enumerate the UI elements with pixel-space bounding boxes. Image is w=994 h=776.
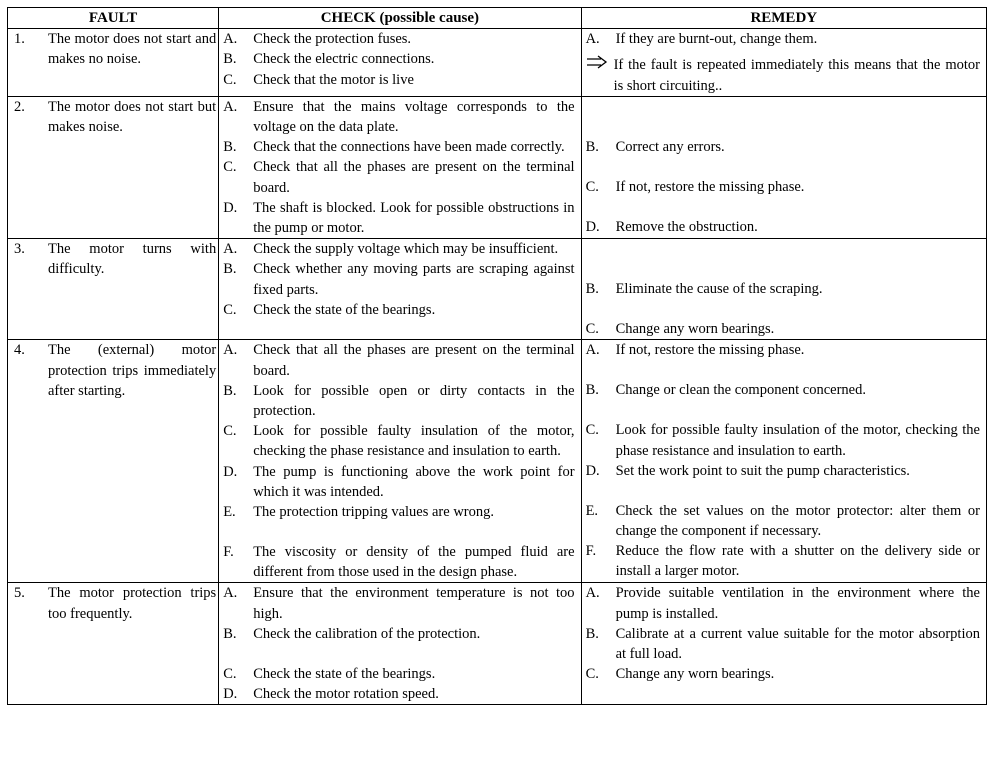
- check-item: [219, 300, 580, 320]
- remedy-item: [582, 29, 986, 49]
- item-text: Ensure that the environment temperature is not too high.: [253, 585, 575, 622]
- item-letter: D.: [223, 199, 238, 216]
- item-text: Check the electric connections.: [253, 51, 435, 68]
- check-item: [219, 137, 580, 157]
- item-letter: B.: [585, 281, 599, 298]
- remedy-item: [582, 279, 986, 319]
- remedy-note: [582, 55, 986, 95]
- remedy-cell: [581, 340, 986, 583]
- item-letter: A.: [585, 31, 600, 48]
- remedy-cell: [581, 96, 986, 238]
- item-letter: E.: [223, 504, 236, 521]
- check-item: [219, 664, 580, 684]
- header-row: [8, 8, 987, 29]
- item-text: Check whether any moving parts are scraping against fixed parts.: [253, 261, 575, 298]
- check-item: [219, 684, 580, 704]
- fault-number: 3.: [14, 241, 25, 258]
- remedy-item: [582, 319, 986, 339]
- spacer: [582, 97, 986, 117]
- item-text: Check that the connections have been made correctly.: [253, 139, 565, 156]
- fault-cell: [8, 239, 218, 279]
- remedy-header: REMEDY: [581, 8, 986, 29]
- fault-number: 2.: [14, 98, 25, 115]
- item-text: Check that all the phases are present on the terminal board.: [253, 159, 575, 196]
- item-letter: C.: [223, 301, 237, 318]
- item-text: Remove the obstruction.: [615, 218, 758, 235]
- fault-number: 1.: [14, 31, 25, 48]
- item-text: The viscosity or density of the pumped fluid are different from those used in the design phase.: [253, 544, 575, 581]
- fault-number: 5.: [14, 585, 25, 602]
- item-letter: B.: [223, 51, 237, 68]
- check-item: [219, 259, 580, 299]
- item-letter: C.: [223, 71, 237, 88]
- item-text: Calibrate at a current value suitable for the motor absorption at full load.: [615, 625, 980, 663]
- check-item: [219, 70, 580, 90]
- fault-text: The motor does not start and makes no noise.: [48, 31, 217, 68]
- item-text: Check the protection fuses.: [253, 31, 412, 48]
- item-letter: A.: [223, 31, 238, 48]
- fault-cell: [8, 583, 218, 623]
- item-letter: A.: [585, 342, 600, 359]
- item-text: Ensure that the mains voltage corresponds to the voltage on the data plate.: [253, 98, 575, 136]
- check-cell: [219, 583, 581, 705]
- check-item: [219, 198, 580, 238]
- remedy-item: [582, 177, 986, 217]
- remedy-item: [582, 583, 986, 623]
- item-text: Check the motor rotation speed.: [253, 686, 439, 703]
- fault-text: The motor protection trips too frequently.: [48, 585, 217, 622]
- check-item: [219, 624, 580, 664]
- item-text: Check the supply voltage which may be insufficient.: [253, 241, 559, 258]
- remedy-item: [582, 501, 986, 541]
- check-item: [219, 97, 580, 137]
- fault-cell: [8, 340, 218, 401]
- spacer: [582, 239, 986, 259]
- remedy-cell: [581, 583, 986, 705]
- fault-number: 4.: [14, 342, 25, 359]
- item-letter: C.: [585, 178, 599, 195]
- right-arrow-icon: [582, 55, 614, 95]
- remedy-item: [582, 137, 986, 177]
- fault-text: The (external) motor protection trips immediately after starting.: [48, 342, 217, 399]
- remedy-item: [582, 461, 986, 501]
- check-cell: [219, 29, 581, 97]
- item-letter: B.: [585, 138, 599, 155]
- table-row: [8, 239, 987, 340]
- item-text: The shaft is blocked. Look for possible obstructions in the pump or motor.: [253, 199, 575, 237]
- item-text: Check that all the phases are present on the terminal board.: [253, 342, 575, 379]
- item-letter: B.: [585, 382, 599, 399]
- table-row: [8, 96, 987, 238]
- item-letter: D.: [585, 218, 600, 235]
- item-letter: A.: [223, 98, 238, 115]
- remedy-item: [582, 624, 986, 664]
- item-text: Reduce the flow rate with a shutter on the delivery side or install a larger motor.: [615, 543, 980, 580]
- item-text: Change or clean the component concerned.: [615, 382, 866, 399]
- table-row: [8, 29, 987, 97]
- item-text: Eliminate the cause of the scraping.: [615, 281, 823, 298]
- item-letter: C.: [223, 665, 237, 682]
- fault-cell: [8, 97, 218, 137]
- remedy-item: [582, 340, 986, 380]
- remedy-item: [582, 420, 986, 460]
- item-letter: D.: [223, 463, 238, 480]
- item-letter: B.: [223, 139, 237, 156]
- item-text: Check the calibration of the protection.: [253, 625, 481, 642]
- item-letter: C.: [585, 321, 599, 338]
- item-text: If not, restore the missing phase.: [615, 178, 805, 195]
- item-letter: A.: [223, 342, 238, 359]
- check-cell: [219, 96, 581, 238]
- check-item: [219, 381, 580, 421]
- remedy-item: [582, 541, 986, 581]
- check-item: [219, 421, 580, 461]
- item-letter: B.: [585, 625, 599, 642]
- item-text: Look for possible faulty insulation of the motor, checking the phase resistance and insulation to earth.: [615, 422, 980, 459]
- check-item: [219, 502, 580, 542]
- remedy-item: [582, 664, 986, 684]
- spacer: [582, 259, 986, 279]
- item-text: Check the state of the bearings.: [253, 301, 436, 318]
- remedy-item: [582, 380, 986, 420]
- item-text: If not, restore the missing phase.: [615, 342, 805, 359]
- item-text: The protection tripping values are wrong.: [253, 504, 494, 521]
- item-text: If the fault is repeated immediately this means that the motor is short circuiting..: [613, 57, 980, 94]
- item-letter: A.: [585, 585, 600, 602]
- item-letter: C.: [223, 159, 237, 176]
- fault-header: FAULT: [8, 8, 219, 29]
- item-letter: B.: [223, 625, 237, 642]
- check-item: [219, 542, 580, 582]
- item-letter: A.: [223, 241, 238, 258]
- check-item: [219, 49, 580, 69]
- item-letter: A.: [223, 585, 238, 602]
- check-item: [219, 157, 580, 197]
- item-text: Look for possible open or dirty contacts in the protection.: [253, 382, 575, 420]
- item-letter: C.: [585, 422, 599, 439]
- check-cell: [219, 239, 581, 340]
- check-header: CHECK (possible cause): [219, 8, 581, 29]
- remedy-cell: [581, 29, 986, 97]
- item-letter: B.: [223, 261, 237, 278]
- item-text: Check the set values on the motor protector: alter them or change the component if necessary.: [615, 502, 980, 540]
- troubleshooting-table: [7, 7, 987, 705]
- item-text: Change any worn bearings.: [615, 321, 775, 338]
- check-item: [219, 583, 580, 623]
- item-letter: F.: [585, 543, 597, 560]
- check-item: [219, 239, 580, 259]
- item-letter: E.: [585, 502, 599, 519]
- spacer: [582, 117, 986, 137]
- fault-cell: [8, 29, 218, 69]
- item-text: Set the work point to suit the pump characteristics.: [615, 462, 910, 479]
- item-letter: C.: [223, 423, 237, 440]
- check-item: [219, 462, 580, 502]
- item-letter: D.: [585, 462, 600, 479]
- remedy-item: [582, 217, 986, 237]
- item-text: Provide suitable ventilation in the environment where the pump is installed.: [615, 585, 980, 622]
- table-row: [8, 583, 987, 705]
- item-letter: C.: [585, 666, 599, 683]
- fault-text: The motor does not start but makes noise.: [48, 98, 217, 136]
- item-letter: B.: [223, 382, 237, 399]
- item-text: Check the state of the bearings.: [253, 665, 436, 682]
- item-text: Look for possible faulty insulation of the motor, checking the phase resistance and insulation to earth.: [253, 423, 575, 460]
- check-item: [219, 340, 580, 380]
- check-cell: [219, 340, 581, 583]
- item-letter: D.: [223, 686, 238, 703]
- item-text: Check that the motor is live: [253, 71, 414, 88]
- item-text: Correct any errors.: [615, 138, 725, 155]
- check-item: [219, 29, 580, 49]
- item-text: Change any worn bearings.: [615, 666, 775, 683]
- item-text: The pump is functioning above the work point for which it was intended.: [253, 463, 575, 500]
- fault-text: The motor turns with difficulty.: [48, 241, 217, 278]
- table-row: [8, 340, 987, 583]
- item-letter: F.: [223, 544, 234, 561]
- remedy-cell: [581, 239, 986, 340]
- item-text: If they are burnt-out, change them.: [615, 31, 818, 48]
